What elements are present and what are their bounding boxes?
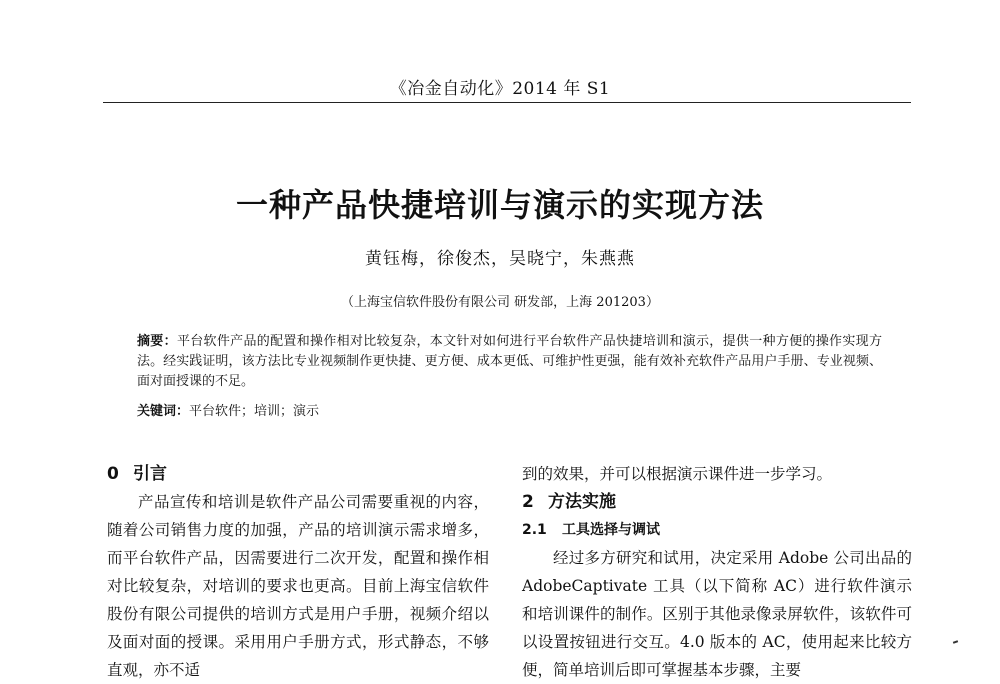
journal-header: 《冶金自动化》2014 年 S1 <box>389 79 611 99</box>
author-list: 黄钰梅，徐俊杰，吴晓宁，朱燕燕 <box>365 249 635 269</box>
section-title: 方法实施 <box>548 492 616 512</box>
subsection-heading-tools <box>522 516 912 544</box>
body-paragraph: 产品宣传和培训是软件产品公司需要重视的内容，随着公司销售力度的加强，产品的培训演示需求增多，而平台软件产品，因需要进行二次开发，配置和操作相对比较复杂，对培训的要求也更高。目前上海宝信软件股份有限公司提供的培训方式是用户手册，视频介绍以及面对面的授课。采用用户手册方式，形式静态，不够直观，亦不适 <box>107 493 489 679</box>
abstract-text: 平台软件产品的配置和操作相对比较复杂，本文针对如何进行平台软件产品快捷培训和演示，提供一种方便的操作实现方法。经实践证明，该方法比专业视频制作更快捷、更方便、成本更低、可维护性更强，能有效补充软件产品用户手册、专业视频、面对面授课的不足。 <box>137 334 882 389</box>
section-number: 0 <box>107 464 119 484</box>
body-paragraph: 经过多方研究和试用，决定采用 Adobe 公司出品的 AdobeCaptivate 工具（以下简称 AC）进行软件演示和培训课件的制作。区别于其他录像录屏软件，该软件可以设置按钮进行交互。4.0 版本的 AC，使用起来比较方便，简单培训后即可掌握基本步骤，主要 <box>522 549 912 679</box>
scan-speck <box>953 640 958 644</box>
abstract <box>137 332 882 392</box>
section-heading-introduction <box>107 460 489 488</box>
affiliation: （上海宝信软件股份有限公司 研发部，上海 201203） <box>341 295 659 310</box>
body-paragraph-continued: 到的效果，并可以根据演示课件进一步学习。 <box>522 465 833 483</box>
section-heading-method <box>522 488 912 516</box>
left-column <box>107 460 489 684</box>
paper-title: 一种产品快捷培训与演示的实现方法 <box>235 186 764 224</box>
keywords-text: 平台软件；培训；演示 <box>189 404 320 419</box>
right-column <box>522 460 912 684</box>
subsection-number: 2.1 <box>522 522 547 538</box>
keywords-label: 关键词： <box>137 404 190 419</box>
abstract-label: 摘要： <box>137 334 177 349</box>
section-number: 2 <box>522 492 534 512</box>
keywords <box>137 402 882 422</box>
header-rule <box>103 102 911 103</box>
section-title: 引言 <box>133 464 167 484</box>
subsection-title: 工具选择与调试 <box>562 522 660 538</box>
